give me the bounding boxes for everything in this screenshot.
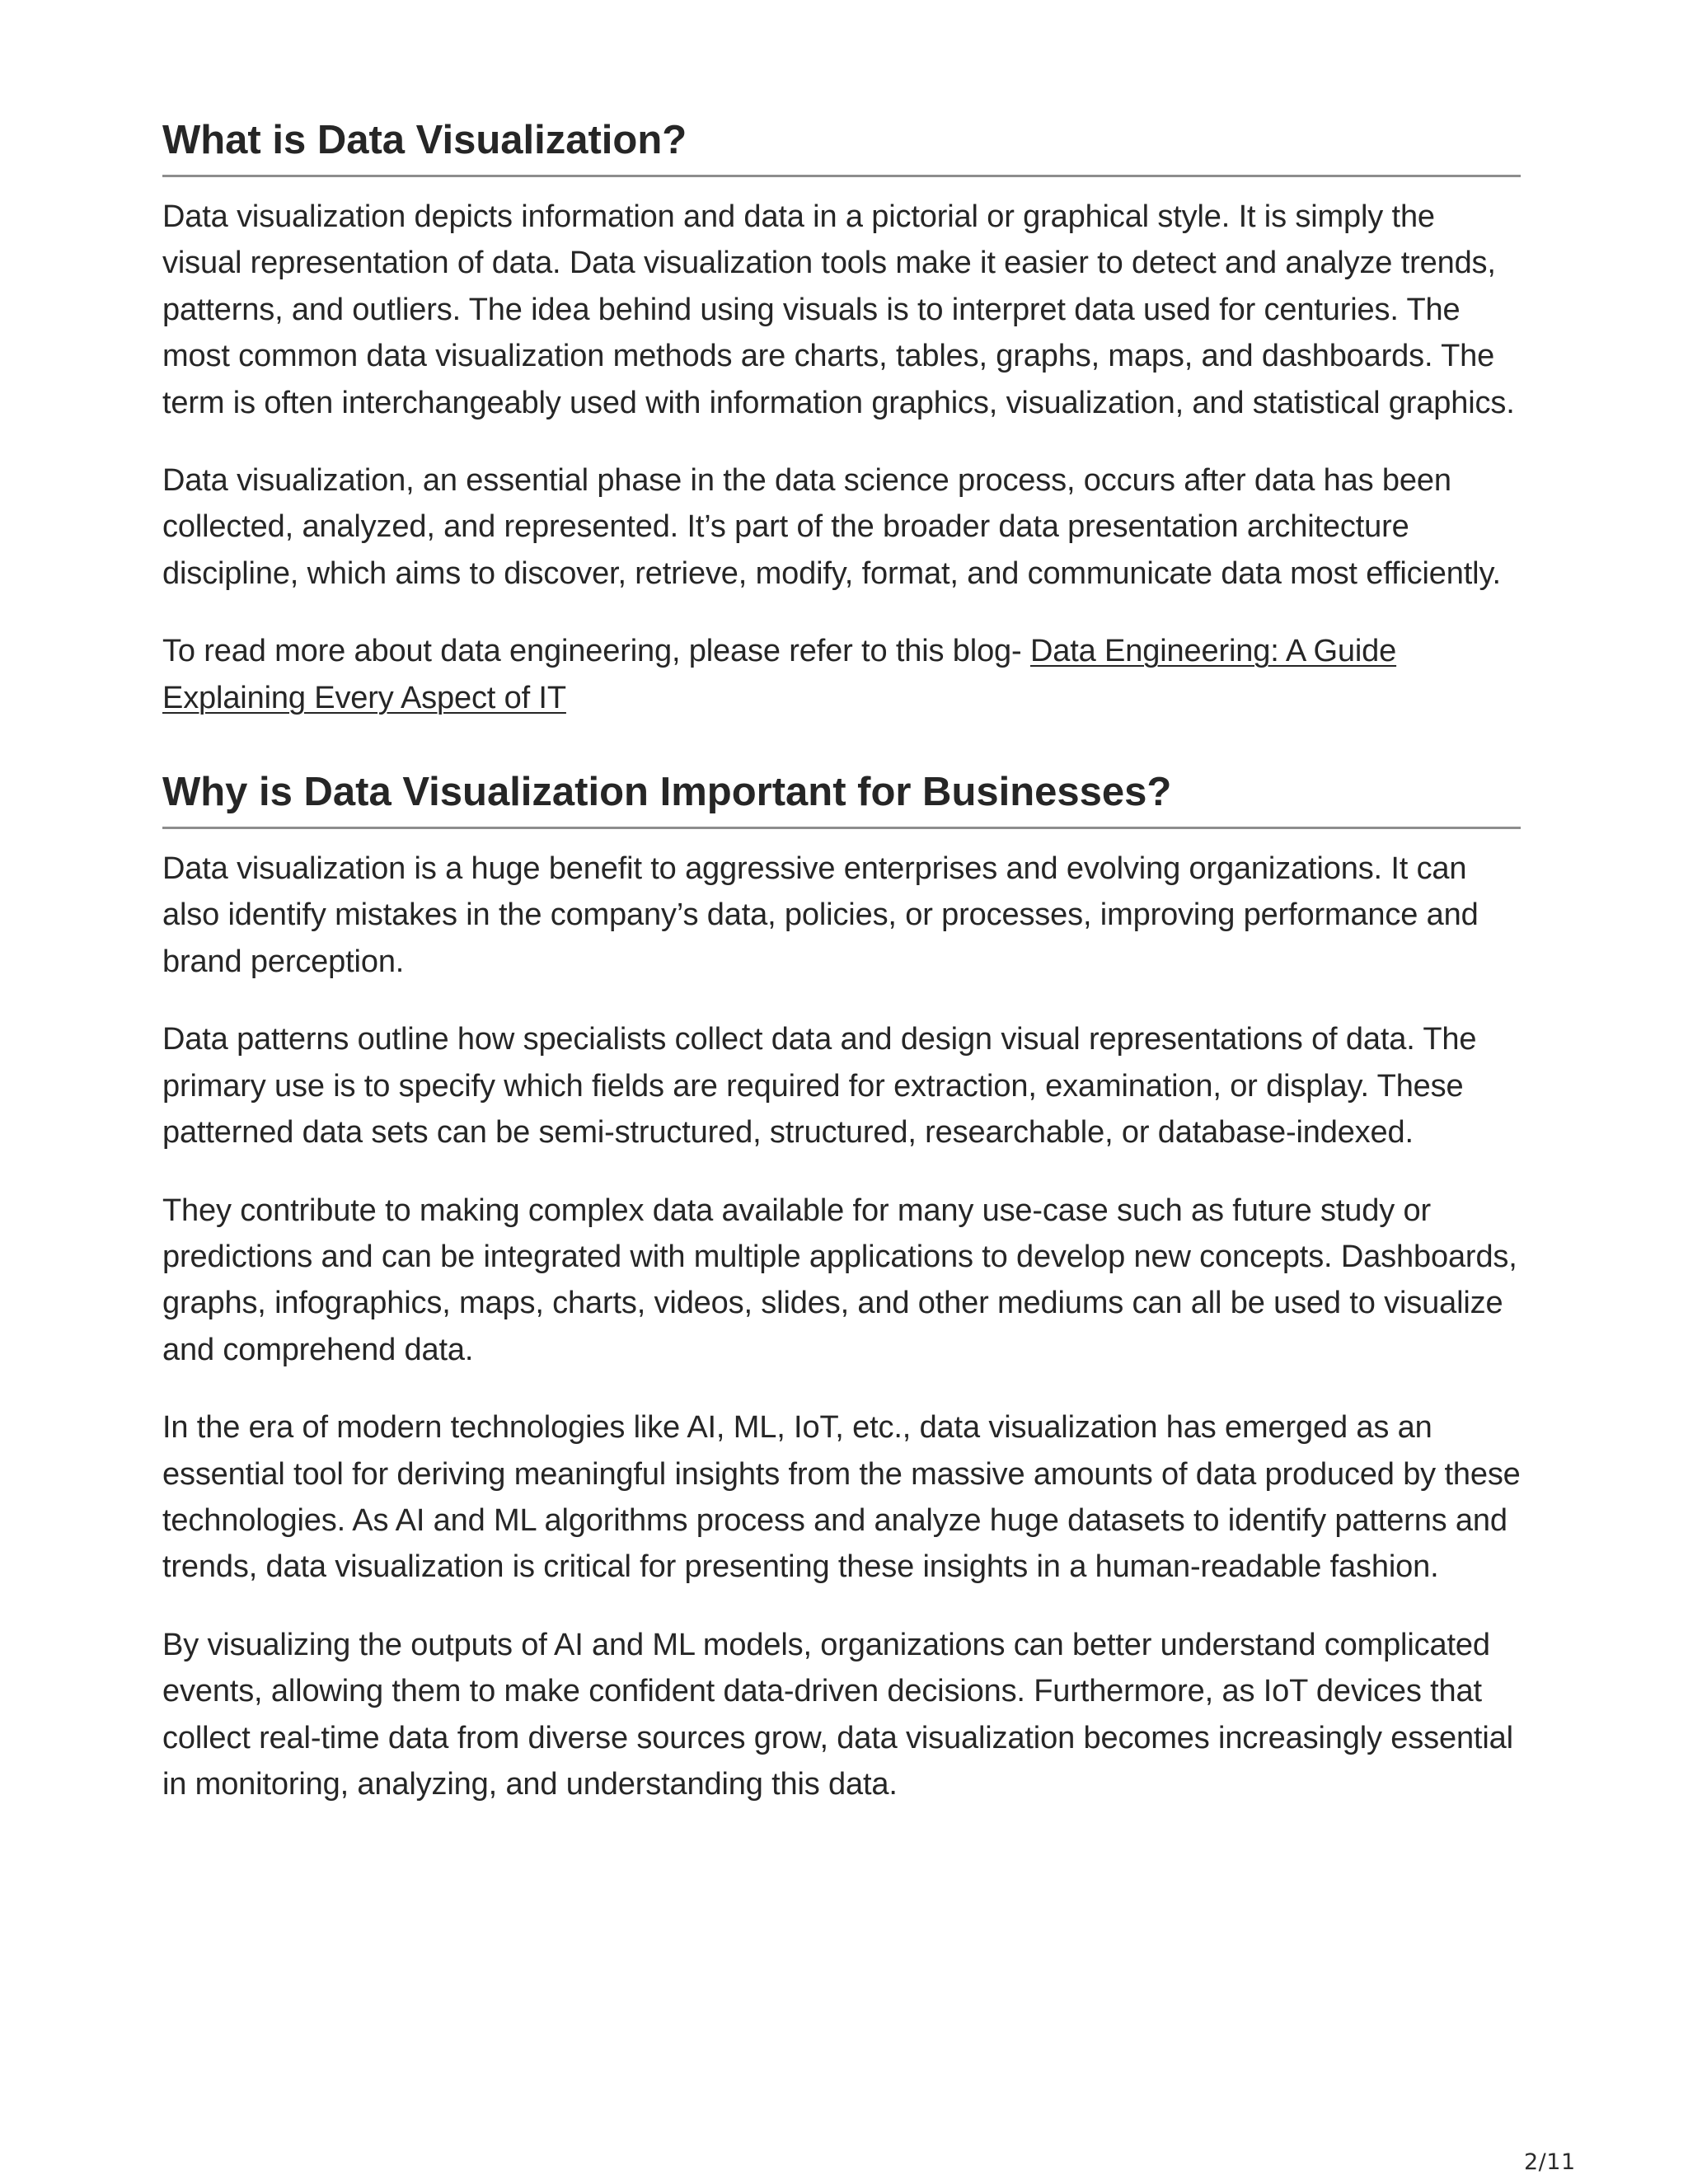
paragraph: Data visualization depicts information and data in a pictorial or graphical style. It is simply the visual representation of data. Data visualization tools make it easier to detect and analyze trends, patterns, and outliers. The idea behind using visuals is to interpret data used for centuries. The most common data visualization methods are charts, tables, graphs, maps, and dashboards. The term is often interchangeably used with information graphics, visualization, and statistical graphics. — [162, 199, 1515, 420]
paragraph: They contribute to making complex data available for many use-case such as future study or predictions and can be integrated with multiple applications to develop new concepts. Dashboards, graphs, infographics, maps, charts, videos, slides, and other mediums can all be used to visualize and comprehend data. — [162, 1193, 1517, 1367]
section-what-is-data-visualization — [162, 115, 1521, 721]
section-heading: Why is Data Visualization Important for Businesses? — [162, 767, 1521, 829]
data-engineering-guide-link[interactable]: Data Engineering: A Guide Explaining Every Aspect of IT — [162, 634, 1397, 715]
paragraph: Data visualization is a huge benefit to aggressive enterprises and evolving organizations. It can also identify mistakes in the company’s data, policies, or processes, improving performance and brand perception. — [162, 851, 1479, 979]
read-more-paragraph — [162, 628, 1521, 721]
section-heading: What is Data Visualization? — [162, 115, 1521, 177]
paragraph: By visualizing the outputs of AI and ML models, organizations can better understand complicated events, allowing them to make confident data-driven decisions. Furthermore, as IoT devices that collect real-time data from diverse sources grow, data visualization becomes increasingly essential in monitoring, analyzing, and understanding this data. — [162, 1627, 1513, 1802]
page-number: 2/11 — [1524, 2149, 1576, 2175]
article-body — [162, 115, 1521, 1807]
paragraph: In the era of modern technologies like AI, ML, IoT, etc., data visualization has emerged as an essential tool for deriving meaningful insights from the massive amounts of data produced by these technologies. As AI and ML algorithms process and analyze huge datasets to identify patterns and trends, data visualization is critical for presenting these insights in a human-readable fashion. — [162, 1410, 1521, 1585]
paragraph: Data visualization, an essential phase in the data science process, occurs after data has been collected, analyzed, and represented. It’s part of the broader data presentation architecture discipline, which aims to discover, retrieve, modify, format, and communicate data most efficiently. — [162, 463, 1501, 591]
section-why-important-for-businesses — [162, 767, 1521, 1807]
read-more-prefix: To read more about data engineering, please refer to this blog- — [162, 634, 1022, 669]
paragraph: Data patterns outline how specialists collect data and design visual representations of data. The primary use is to specify which fields are required for extraction, examination, or display. These patterned data sets can be semi-structured, structured, researchable, or database-indexed. — [162, 1022, 1477, 1151]
